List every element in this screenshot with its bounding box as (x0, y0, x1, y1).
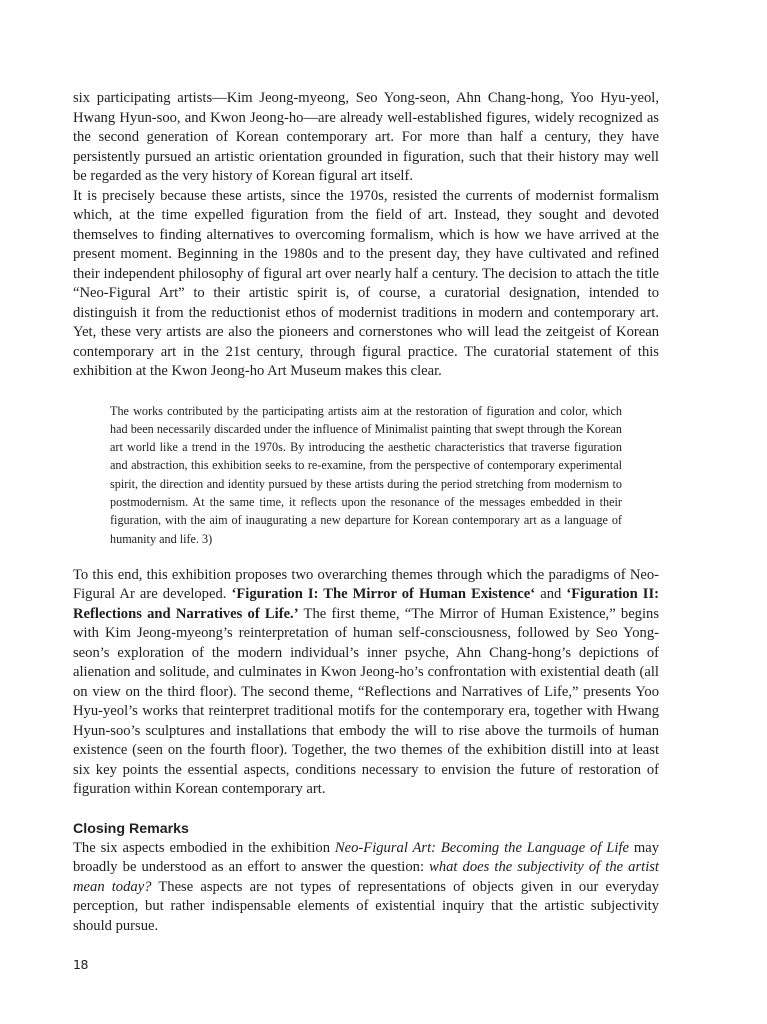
document-page (73, 89, 659, 936)
block-quote-curatorial-statement: The works contributed by the participating artists aim at the restoration of figuration and color, which had been necessarily discarded under the influence of Minimalist painting that swept through the Korean art world like a trend in the 1970s. By introducing the aesthetic characteristics that traverse figuration and abstraction, this exhibition seeks to re-examine, from the perspective of contemporary experimental spirit, the direction and identity pursued by these artists during the period stretching from modernism to postmodernism. At the same time, it reflects upon the resonance of the messages embedded in their figuration, with the aim of inaugurating a new departure for Korean contemporary art as a language of humanity and life. 3) (110, 403, 622, 546)
paragraph-artists-intro: six participating artists—Kim Jeong-myeong, Seo Yong-seon, Ahn Chang-hong, Yoo Hyu-yeol, Hwang Hyun-soo, and Kwon Jeong-ho—are already well-established figures, widely recognized as the second generation of Korean contemporary art. For more than half a century, they have persistently pursued an artistic orientation grounded in figuration, such that their history may well be regarded as the very history of Korean figural art itself. (73, 90, 659, 184)
theme-one-title: ‘Figuration I: The Mirror of Human Existence‘ (231, 586, 536, 603)
exhibition-title-italic: Neo-Figural Art: Becoming the Language of Life (334, 839, 629, 856)
closing-lead-text: The six aspects embodied in the exhibition (73, 839, 335, 856)
closing-mid-text: may broadly be understood as an effort to answer the question: (73, 839, 659, 876)
paragraph-exhibition-themes (73, 566, 659, 800)
paragraph-formalism-resistance: It is precisely because these artists, since the 1970s, resisted the currents of modernist formalism which, at the time expelled figuration from the field of art. Instead, they sought and devoted themselves to finding alternatives to overcoming formalism, which is how we have arrived at the present moment. Beginning in the 1980s and to the present day, they have cultivated and refined their independent philosophy of figural art over nearly half a century. The decision to attach the title “Neo-Figural Art” to their artistic spirit is, of course, a curatorial designation, intended to distinguish it from the reductionist ethos of modernist traditions in modern and contemporary art. Yet, these very artists are also the pioneers and cornerstones who will lead the zeitgeist of Korean contemporary art in the 21st century, through figural practice. The curatorial statement of this exhibition at the Kwon Jeong-ho Art Museum makes this clear. (73, 187, 659, 379)
paragraph-closing-remarks (73, 839, 659, 937)
themes-description: The first theme, “The Mirror of Human Existence,” begins with Kim Jeong-myeong’s reinterpretation of human self-consciousness, followed by Seo Yong-seon’s exploration of the modern individual’s inner psyche, Ahn Chang-hong’s depictions of alienation and solitude, and culminates in Kwon Jeong-ho’s confrontation with existential death (all on view on the third floor). The second theme, “Reflections and Narratives of Life,” presents Yoo Hyu-yeol’s works that reinterpret traditional motifs for the contemporary era, together with Hwang Hyun-soo’s sculptures and installations that embody the will to rise above the turmoils of human existence (seen on the fourth floor). Together, the two themes of the exhibition distill into at least six key points the essential aspects, conditions necessary to envision the future of restoration of figuration within Korean contemporary art. (73, 605, 659, 798)
theme-two-title: ‘Figuration II: Reflections and Narratives of Life.’ (73, 586, 659, 622)
closing-rest-text: These aspects are not types of representations of objects given in our everyday perception, but rather indispensable elements of existential inquiry that the artistic subjectivity should pursue. (73, 878, 660, 934)
themes-conjunction: and (535, 586, 567, 603)
question-italic: what does the subjectivity of the artist mean today? (73, 859, 659, 895)
themes-lead-text: To this end, this exhibition proposes two overarching themes through which the paradigms of Neo-Figural Ar are developed. (73, 566, 659, 603)
page-number: 18 (73, 957, 88, 972)
closing-remarks-heading: Closing Remarks (73, 820, 189, 837)
